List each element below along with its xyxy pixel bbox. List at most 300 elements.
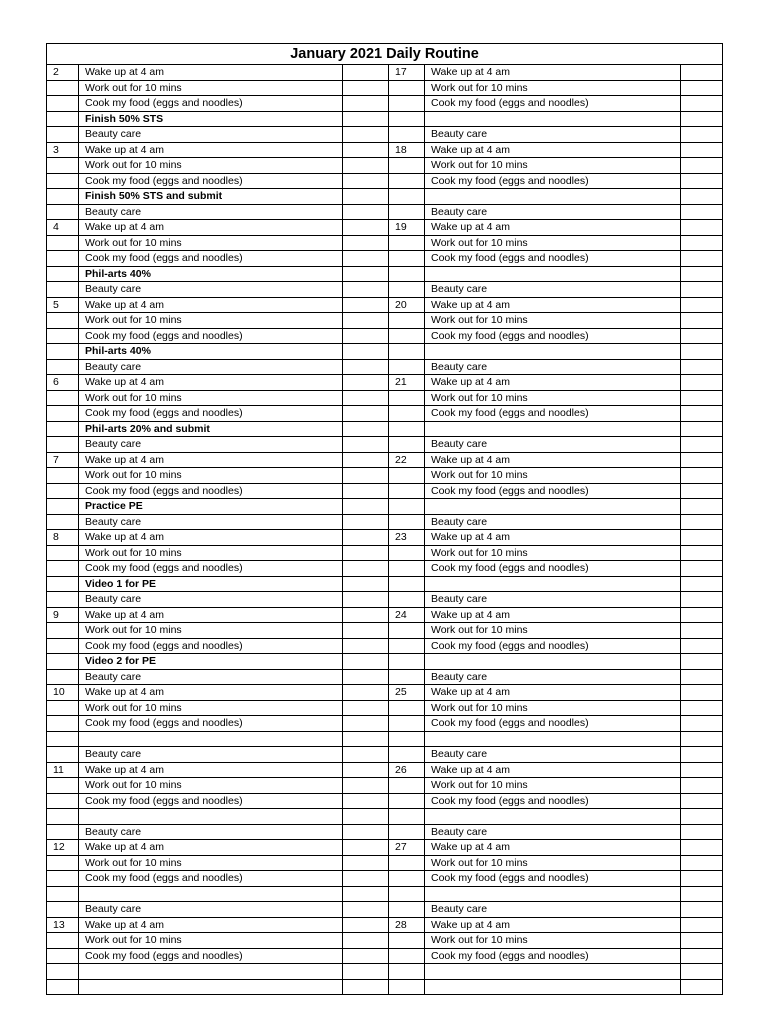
check-cell	[343, 778, 389, 794]
table-row	[47, 297, 723, 313]
task-cell: Wake up at 4 am	[79, 375, 343, 391]
day-number-cell	[389, 731, 425, 747]
day-number-cell	[389, 933, 425, 949]
day-number-cell: 27	[389, 840, 425, 856]
task-cell: Wake up at 4 am	[425, 142, 681, 158]
check-cell	[343, 96, 389, 112]
task-cell: Wake up at 4 am	[425, 607, 681, 623]
day-number-cell	[47, 731, 79, 747]
table-row	[47, 158, 723, 174]
check-cell	[343, 173, 389, 189]
day-number-cell	[47, 933, 79, 949]
check-cell	[681, 499, 723, 515]
check-cell	[681, 530, 723, 546]
task-cell: Wake up at 4 am	[425, 65, 681, 81]
task-cell	[425, 421, 681, 437]
day-number-cell	[47, 716, 79, 732]
day-number-cell	[389, 638, 425, 654]
day-number-cell	[389, 483, 425, 499]
table-row	[47, 235, 723, 251]
task-cell: Work out for 10 mins	[425, 623, 681, 639]
day-number-cell	[389, 359, 425, 375]
day-number-cell: 26	[389, 762, 425, 778]
day-number-cell	[47, 96, 79, 112]
day-number-cell: 25	[389, 685, 425, 701]
check-cell	[681, 762, 723, 778]
check-cell	[681, 855, 723, 871]
task-cell: Wake up at 4 am	[79, 840, 343, 856]
day-number-cell: 4	[47, 220, 79, 236]
check-cell	[681, 390, 723, 406]
task-cell: Work out for 10 mins	[425, 700, 681, 716]
check-cell	[681, 592, 723, 608]
check-cell	[343, 127, 389, 143]
check-cell	[681, 514, 723, 530]
day-number-cell: 22	[389, 452, 425, 468]
check-cell	[343, 762, 389, 778]
task-cell: Work out for 10 mins	[79, 235, 343, 251]
table-row	[47, 96, 723, 112]
check-cell	[343, 623, 389, 639]
task-cell: Beauty care	[79, 669, 343, 685]
check-cell	[681, 65, 723, 81]
task-cell: Video 1 for PE	[79, 576, 343, 592]
daily-routine-table	[46, 43, 723, 995]
task-cell: Wake up at 4 am	[79, 607, 343, 623]
task-cell: Work out for 10 mins	[79, 468, 343, 484]
day-number-cell	[47, 483, 79, 499]
task-cell: Cook my food (eggs and noodles)	[79, 948, 343, 964]
check-cell	[343, 189, 389, 205]
day-number-cell	[389, 251, 425, 267]
day-number-cell	[389, 716, 425, 732]
check-cell	[343, 700, 389, 716]
task-cell: Wake up at 4 am	[79, 452, 343, 468]
check-cell	[343, 948, 389, 964]
task-cell: Phil-arts 40%	[79, 344, 343, 360]
check-cell	[681, 158, 723, 174]
task-cell: Beauty care	[79, 824, 343, 840]
routine-table-body	[47, 44, 723, 995]
day-number-cell: 19	[389, 220, 425, 236]
task-cell: Cook my food (eggs and noodles)	[425, 251, 681, 267]
check-cell	[681, 375, 723, 391]
day-number-cell	[389, 344, 425, 360]
task-cell: Cook my food (eggs and noodles)	[79, 173, 343, 189]
day-number-cell: 7	[47, 452, 79, 468]
table-row	[47, 886, 723, 902]
check-cell	[681, 561, 723, 577]
task-cell: Cook my food (eggs and noodles)	[425, 793, 681, 809]
check-cell	[343, 902, 389, 918]
task-cell: Beauty care	[425, 514, 681, 530]
table-row	[47, 700, 723, 716]
check-cell	[681, 886, 723, 902]
check-cell	[343, 499, 389, 515]
task-cell: Wake up at 4 am	[425, 220, 681, 236]
check-cell	[681, 778, 723, 794]
table-row	[47, 948, 723, 964]
check-cell	[343, 406, 389, 422]
check-cell	[681, 871, 723, 887]
table-row	[47, 840, 723, 856]
day-number-cell	[389, 948, 425, 964]
day-number-cell	[47, 964, 79, 980]
task-cell	[79, 731, 343, 747]
task-cell: Work out for 10 mins	[79, 933, 343, 949]
table-row	[47, 824, 723, 840]
task-cell	[425, 189, 681, 205]
day-number-cell: 23	[389, 530, 425, 546]
task-cell: Phil-arts 20% and submit	[79, 421, 343, 437]
table-row	[47, 127, 723, 143]
task-cell: Wake up at 4 am	[425, 685, 681, 701]
day-number-cell	[47, 545, 79, 561]
day-number-cell	[47, 902, 79, 918]
table-row	[47, 437, 723, 453]
day-number-cell	[47, 886, 79, 902]
day-number-cell	[47, 158, 79, 174]
day-number-cell	[389, 824, 425, 840]
task-cell	[79, 964, 343, 980]
task-cell: Cook my food (eggs and noodles)	[79, 561, 343, 577]
task-cell: Beauty care	[425, 747, 681, 763]
table-row	[47, 65, 723, 81]
table-row	[47, 855, 723, 871]
table-row	[47, 328, 723, 344]
day-number-cell	[389, 468, 425, 484]
table-row	[47, 747, 723, 763]
task-cell: Cook my food (eggs and noodles)	[79, 406, 343, 422]
task-cell: Finish 50% STS	[79, 111, 343, 127]
task-cell	[425, 809, 681, 825]
day-number-cell	[389, 406, 425, 422]
task-cell: Video 2 for PE	[79, 654, 343, 670]
day-number-cell	[389, 173, 425, 189]
task-cell: Beauty care	[425, 359, 681, 375]
check-cell	[343, 514, 389, 530]
check-cell	[681, 251, 723, 267]
day-number-cell	[47, 561, 79, 577]
table-row	[47, 917, 723, 933]
task-cell	[425, 344, 681, 360]
task-cell: Beauty care	[425, 902, 681, 918]
table-row	[47, 468, 723, 484]
check-cell	[681, 282, 723, 298]
task-cell: Phil-arts 40%	[79, 266, 343, 282]
day-number-cell	[389, 778, 425, 794]
check-cell	[343, 747, 389, 763]
check-cell	[343, 390, 389, 406]
check-cell	[343, 685, 389, 701]
task-cell: Beauty care	[79, 514, 343, 530]
task-cell: Beauty care	[425, 127, 681, 143]
check-cell	[681, 235, 723, 251]
task-cell	[425, 964, 681, 980]
day-number-cell: 5	[47, 297, 79, 313]
day-number-cell	[47, 390, 79, 406]
day-number-cell	[47, 359, 79, 375]
day-number-cell	[389, 390, 425, 406]
task-cell: Cook my food (eggs and noodles)	[425, 173, 681, 189]
task-cell: Work out for 10 mins	[79, 158, 343, 174]
check-cell	[681, 576, 723, 592]
day-number-cell	[47, 499, 79, 515]
day-number-cell	[389, 979, 425, 995]
check-cell	[343, 824, 389, 840]
check-cell	[681, 964, 723, 980]
task-cell: Cook my food (eggs and noodles)	[425, 96, 681, 112]
table-row	[47, 933, 723, 949]
table-row	[47, 793, 723, 809]
day-number-cell	[389, 669, 425, 685]
task-cell: Work out for 10 mins	[79, 390, 343, 406]
day-number-cell	[47, 623, 79, 639]
check-cell	[681, 700, 723, 716]
day-number-cell	[389, 282, 425, 298]
day-number-cell	[47, 173, 79, 189]
table-row	[47, 902, 723, 918]
day-number-cell	[389, 886, 425, 902]
check-cell	[343, 592, 389, 608]
task-cell	[425, 499, 681, 515]
day-number-cell	[47, 328, 79, 344]
check-cell	[343, 297, 389, 313]
day-number-cell	[389, 747, 425, 763]
table-row	[47, 530, 723, 546]
table-row	[47, 716, 723, 732]
task-cell: Wake up at 4 am	[79, 142, 343, 158]
check-cell	[343, 731, 389, 747]
task-cell: Wake up at 4 am	[425, 762, 681, 778]
day-number-cell	[47, 313, 79, 329]
check-cell	[343, 855, 389, 871]
day-number-cell	[389, 204, 425, 220]
day-number-cell	[47, 871, 79, 887]
check-cell	[343, 220, 389, 236]
check-cell	[681, 623, 723, 639]
task-cell	[79, 979, 343, 995]
day-number-cell	[47, 344, 79, 360]
day-number-cell	[389, 964, 425, 980]
table-row	[47, 778, 723, 794]
check-cell	[343, 840, 389, 856]
day-number-cell	[47, 266, 79, 282]
check-cell	[681, 809, 723, 825]
day-number-cell	[389, 313, 425, 329]
check-cell	[343, 886, 389, 902]
task-cell: Cook my food (eggs and noodles)	[79, 793, 343, 809]
task-cell: Beauty care	[79, 282, 343, 298]
task-cell	[425, 576, 681, 592]
table-row	[47, 514, 723, 530]
check-cell	[681, 344, 723, 360]
check-cell	[681, 654, 723, 670]
day-number-cell: 24	[389, 607, 425, 623]
table-row	[47, 251, 723, 267]
day-number-cell	[47, 127, 79, 143]
table-row	[47, 762, 723, 778]
check-cell	[343, 452, 389, 468]
check-cell	[681, 716, 723, 732]
task-cell: Work out for 10 mins	[79, 545, 343, 561]
check-cell	[343, 313, 389, 329]
day-number-cell	[389, 189, 425, 205]
day-number-cell	[47, 514, 79, 530]
task-cell: Finish 50% STS and submit	[79, 189, 343, 205]
check-cell	[343, 654, 389, 670]
check-cell	[681, 406, 723, 422]
task-cell: Beauty care	[79, 204, 343, 220]
day-number-cell	[389, 499, 425, 515]
check-cell	[681, 266, 723, 282]
task-cell: Wake up at 4 am	[425, 375, 681, 391]
check-cell	[343, 871, 389, 887]
task-cell: Work out for 10 mins	[425, 778, 681, 794]
check-cell	[343, 669, 389, 685]
check-cell	[681, 468, 723, 484]
table-row	[47, 964, 723, 980]
day-number-cell	[47, 824, 79, 840]
table-row	[47, 220, 723, 236]
day-number-cell	[389, 855, 425, 871]
task-cell: Wake up at 4 am	[79, 65, 343, 81]
task-cell: Work out for 10 mins	[425, 80, 681, 96]
task-cell: Cook my food (eggs and noodles)	[79, 638, 343, 654]
table-row	[47, 421, 723, 437]
day-number-cell	[389, 96, 425, 112]
check-cell	[343, 917, 389, 933]
task-cell	[425, 266, 681, 282]
check-cell	[681, 902, 723, 918]
task-cell: Work out for 10 mins	[79, 80, 343, 96]
day-number-cell	[47, 638, 79, 654]
task-cell: Beauty care	[79, 437, 343, 453]
check-cell	[343, 793, 389, 809]
day-number-cell: 11	[47, 762, 79, 778]
day-number-cell	[47, 204, 79, 220]
task-cell	[425, 979, 681, 995]
day-number-cell	[47, 576, 79, 592]
task-cell	[79, 809, 343, 825]
check-cell	[343, 80, 389, 96]
task-cell: Wake up at 4 am	[425, 840, 681, 856]
check-cell	[343, 328, 389, 344]
check-cell	[681, 313, 723, 329]
table-row	[47, 80, 723, 96]
table-row	[47, 189, 723, 205]
check-cell	[343, 607, 389, 623]
day-number-cell	[47, 793, 79, 809]
day-number-cell	[47, 406, 79, 422]
table-row	[47, 344, 723, 360]
day-number-cell	[389, 158, 425, 174]
table-row	[47, 576, 723, 592]
check-cell	[343, 576, 389, 592]
day-number-cell	[47, 855, 79, 871]
check-cell	[681, 220, 723, 236]
day-number-cell	[389, 592, 425, 608]
task-cell: Cook my food (eggs and noodles)	[425, 716, 681, 732]
day-number-cell	[47, 111, 79, 127]
task-cell: Cook my food (eggs and noodles)	[79, 328, 343, 344]
check-cell	[681, 297, 723, 313]
check-cell	[343, 638, 389, 654]
table-row	[47, 111, 723, 127]
day-number-cell	[389, 902, 425, 918]
check-cell	[681, 173, 723, 189]
check-cell	[343, 483, 389, 499]
table-row	[47, 406, 723, 422]
day-number-cell	[389, 111, 425, 127]
table-row	[47, 313, 723, 329]
task-cell	[425, 111, 681, 127]
day-number-cell	[389, 871, 425, 887]
check-cell	[681, 127, 723, 143]
check-cell	[681, 948, 723, 964]
table-row	[47, 623, 723, 639]
check-cell	[343, 344, 389, 360]
day-number-cell	[389, 80, 425, 96]
check-cell	[681, 933, 723, 949]
check-cell	[681, 452, 723, 468]
check-cell	[343, 933, 389, 949]
check-cell	[681, 359, 723, 375]
day-number-cell	[389, 623, 425, 639]
table-row	[47, 375, 723, 391]
check-cell	[681, 607, 723, 623]
check-cell	[343, 421, 389, 437]
task-cell	[425, 731, 681, 747]
check-cell	[681, 731, 723, 747]
table-row	[47, 638, 723, 654]
check-cell	[681, 793, 723, 809]
check-cell	[681, 96, 723, 112]
task-cell: Beauty care	[79, 902, 343, 918]
day-number-cell	[389, 235, 425, 251]
task-cell: Wake up at 4 am	[425, 530, 681, 546]
check-cell	[343, 359, 389, 375]
task-cell: Beauty care	[425, 437, 681, 453]
day-number-cell	[389, 654, 425, 670]
table-row	[47, 142, 723, 158]
check-cell	[681, 328, 723, 344]
day-number-cell: 20	[389, 297, 425, 313]
check-cell	[343, 716, 389, 732]
check-cell	[343, 979, 389, 995]
day-number-cell	[389, 545, 425, 561]
day-number-cell	[47, 669, 79, 685]
check-cell	[343, 158, 389, 174]
day-number-cell	[389, 576, 425, 592]
day-number-cell: 2	[47, 65, 79, 81]
check-cell	[343, 809, 389, 825]
table-row	[47, 607, 723, 623]
table-row	[47, 499, 723, 515]
task-cell: Cook my food (eggs and noodles)	[79, 716, 343, 732]
check-cell	[681, 189, 723, 205]
task-cell: Beauty care	[425, 669, 681, 685]
day-number-cell	[47, 282, 79, 298]
task-cell: Cook my food (eggs and noodles)	[79, 96, 343, 112]
day-number-cell: 9	[47, 607, 79, 623]
table-row	[47, 592, 723, 608]
day-number-cell	[47, 654, 79, 670]
task-cell	[79, 886, 343, 902]
task-cell: Beauty care	[79, 359, 343, 375]
day-number-cell	[389, 700, 425, 716]
task-cell: Beauty care	[425, 592, 681, 608]
